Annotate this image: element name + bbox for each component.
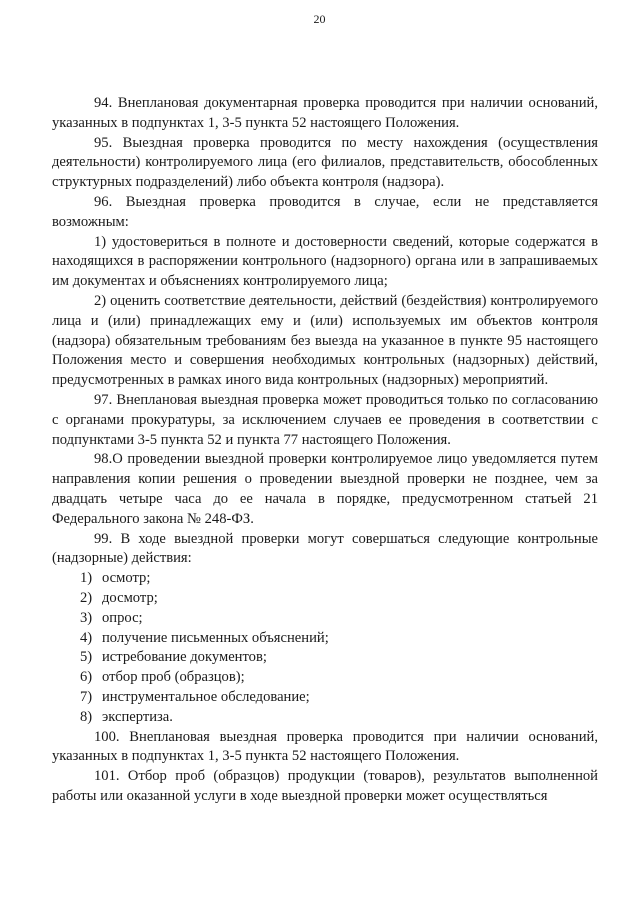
paragraph-96: 96. Выездная проверка проводится в случае, если не представляется возможным:: [52, 193, 598, 230]
list-item: [52, 629, 598, 649]
paragraph-101: 101. Отбор проб (образцов) продукции (товаров), результатов выполненной работы или оказанной услуги в ходе выездной проверки может осуществляться: [52, 768, 598, 804]
list-item-text: экспертиза.: [102, 708, 173, 725]
list-item-text: досмотр;: [102, 589, 158, 606]
list-item: [52, 708, 598, 728]
list-item-text: отбор проб (образцов);: [102, 669, 245, 686]
list-item-text: получение письменных объяснений;: [102, 629, 329, 646]
paragraph-94: 94. Внеплановая документарная проверка проводится при наличии оснований, указанных в подпунктах 1, 3-5 пункта 52 настоящего Положения.: [52, 95, 598, 131]
list-item-number: 2): [80, 589, 93, 606]
list-item-number: 8): [80, 708, 93, 725]
list-item: [52, 668, 598, 688]
list-item-number: 6): [80, 669, 93, 686]
list-item-text: истребование документов;: [102, 649, 267, 666]
paragraph-99: 99. В ходе выездной проверки могут совершаться следующие контрольные (надзорные) действия:: [52, 530, 598, 567]
list-item-number: 5): [80, 649, 93, 666]
list-item-text: опрос;: [102, 609, 143, 626]
paragraph-97: 97. Внеплановая выездная проверка может проводиться только по согласованию с органами прокуратуры, за исключением случаев ее проведения в соответствии с подпунктами 3-5 пункта 52 и пункта 77 настоящего Положения.: [52, 391, 598, 448]
paragraph-96-item-1: 1) удостовериться в полноте и достоверности сведений, которые содержатся в находящихся в распоряжении контрольного (надзорного) органа или в запрашиваемых им документах и объяснениях контролируемого лица;: [52, 233, 598, 290]
list-item: [52, 609, 598, 629]
list-item: [52, 688, 598, 708]
paragraph-95: 95. Выездная проверка проводится по месту нахождения (осуществления деятельности) контролируемого лица (его филиалов, представительств, обособленных структурных подразделений) либо объекта контроля (надзора).: [52, 134, 598, 191]
list-item: [52, 589, 598, 609]
paragraph-100: 100. Внеплановая выездная проверка проводится при наличии оснований, указанных в подпунктах 1, 3-5 пункта 52 настоящего Положения.: [52, 728, 598, 765]
list-item-number: 3): [80, 609, 93, 626]
paragraph-98: 98.О проведении выездной проверки контролируемое лицо уведомляется путем направления копии решения о проведении выездной проверки не позднее, чем за двадцать четыре часа до ее начала в порядке, предусмотренном статьей 21 Федерального закона № 248-ФЗ.: [52, 451, 598, 527]
document-body: [52, 94, 598, 807]
actions-list: [52, 569, 598, 727]
list-item-number: 1): [80, 570, 93, 587]
list-item: [52, 569, 598, 589]
page-number: 20: [313, 12, 326, 26]
list-item-text: инструментальное обследование;: [102, 688, 310, 705]
list-item-text: осмотр;: [102, 570, 151, 587]
list-item: [52, 648, 598, 668]
list-item-number: 7): [80, 688, 93, 705]
list-item-number: 4): [80, 629, 93, 646]
paragraph-96-item-2: 2) оценить соответствие деятельности, действий (бездействия) контролируемого лица и (или) принадлежащих ему и (или) используемых им объектов контроля (надзора) обязательным требованиям без выезда на указанное в пункте 95 настоящего Положения место и совершения необходимых контрольных (надзорных) действий, предусмотренных в рамках иного вида контрольных (надзорных) мероприятий.: [52, 292, 598, 389]
